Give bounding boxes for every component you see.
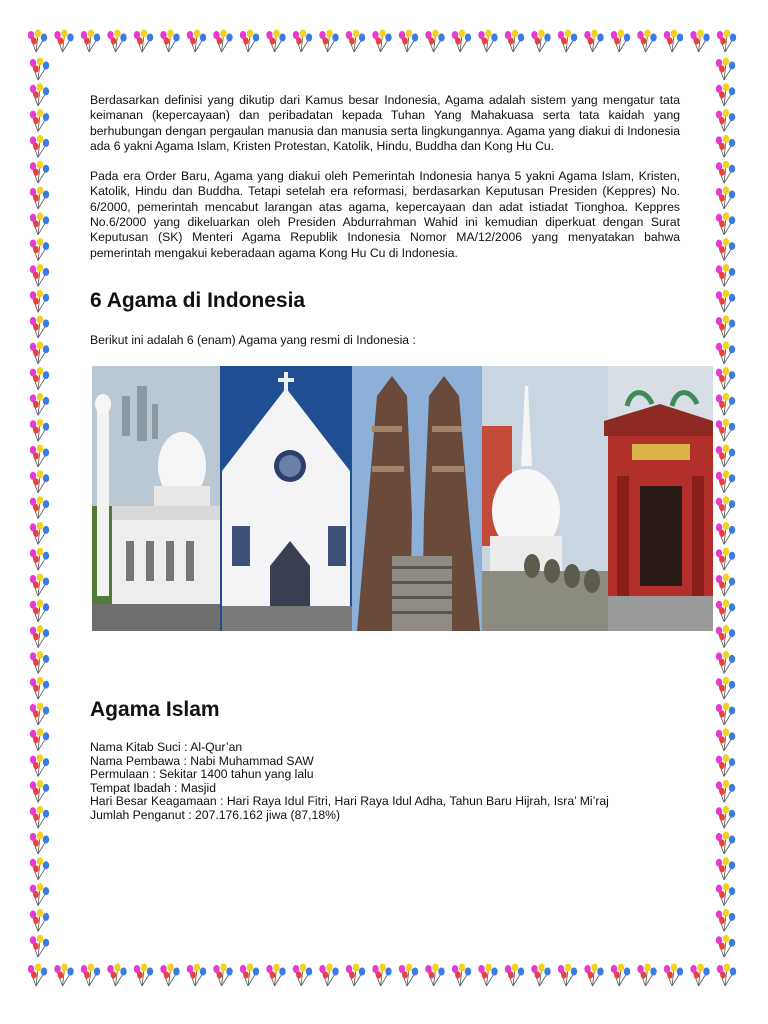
balloon-icon: [664, 30, 683, 53]
balloon-icon: [30, 238, 49, 261]
balloon-icon: [30, 806, 49, 829]
balloon-icon: [399, 964, 418, 987]
balloon-icon: [240, 30, 259, 53]
balloon-icon: [107, 964, 126, 987]
balloon-icon: [716, 780, 735, 803]
balloon-icon: [30, 83, 49, 106]
islam-tempat-ibadah: Tempat Ibadah : Masjid: [90, 780, 217, 795]
balloon-icon: [30, 367, 49, 390]
balloon-icon: [54, 964, 73, 987]
section-heading: 6 Agama di Indonesia: [90, 289, 306, 312]
balloon-icon: [30, 445, 49, 468]
balloon-icon: [187, 30, 206, 53]
balloon-icon: [30, 316, 49, 339]
stupa-icon: [482, 366, 608, 631]
balloon-icon: [30, 574, 49, 597]
balloon-icon: [716, 419, 735, 442]
balloon-border-bottom: [28, 960, 740, 990]
balloon-icon: [160, 964, 179, 987]
balloon-icon: [30, 58, 49, 81]
islam-heading: Agama Islam: [90, 698, 220, 721]
balloon-icon: [54, 30, 73, 53]
balloon-icon: [30, 470, 49, 493]
balloon-icon: [30, 290, 49, 313]
balloon-border-left: [26, 56, 56, 960]
balloon-icon: [134, 30, 153, 53]
balloon-icon: [558, 30, 577, 53]
paragraph-history: Pada era Order Baru, Agama yang diakui oleh Pemerintah Indonesia hanya 5 yakni Agama Islam, Kristen, Katolik, Hindu dan Buddha. Tetapi setelah era reformasi, berdasarkan Keputusan Presiden (Keppres) No. 6/2000, pemerintah mencabut larangan atas agama, kepercayaan dan adat istiadat Tionghoa. Keppres No.6/2000 yang dikeluarkan oleh Presiden Abdurrahman Wahid ini kemudian diperkuat dengan Surat Keputusan (SK) Menteri Agama Republik Indonesia Nomor MA/12/2006 yang menyatakan bahwa pemerintah mengakui keberadaan agama Kong Hu Cu di Indonesia.: [90, 169, 680, 260]
balloon-icon: [611, 964, 630, 987]
worship-places-collage: [92, 366, 713, 631]
balloon-icon: [452, 30, 471, 53]
balloon-icon: [293, 30, 312, 53]
balloon-icon: [716, 574, 735, 597]
balloon-icon: [690, 964, 709, 987]
balloon-icon: [319, 964, 338, 987]
balloon-icon: [134, 964, 153, 987]
balloon-icon: [716, 599, 735, 622]
balloon-icon: [716, 290, 735, 313]
balloon-icon: [716, 135, 735, 158]
balloon-icon: [531, 30, 550, 53]
balloon-icon: [690, 30, 709, 53]
balloon-icon: [399, 30, 418, 53]
islam-pembawa: Nama Pembawa : Nabi Muhammad SAW: [90, 753, 314, 768]
balloon-border-right: [712, 56, 742, 960]
balloon-icon: [30, 264, 49, 287]
balloon-icon: [30, 393, 49, 416]
balloon-icon: [637, 964, 656, 987]
balloon-icon: [346, 30, 365, 53]
balloon-icon: [30, 703, 49, 726]
balloon-icon: [584, 30, 603, 53]
balloon-icon: [28, 30, 47, 53]
balloon-icon: [716, 238, 735, 261]
balloon-icon: [611, 30, 630, 53]
balloon-icon: [293, 964, 312, 987]
balloon-icon: [30, 161, 49, 184]
balloon-icon: [505, 30, 524, 53]
balloon-icon: [30, 212, 49, 235]
intro-text: Berikut ini adalah 6 (enam) Agama yang resmi di Indonesia :: [90, 333, 416, 347]
balloon-icon: [584, 964, 603, 987]
balloon-icon: [716, 393, 735, 416]
balloon-icon: [716, 651, 735, 674]
balloon-icon: [266, 964, 285, 987]
balloon-icon: [716, 703, 735, 726]
balloon-icon: [30, 522, 49, 545]
balloon-icon: [637, 30, 656, 53]
balloon-icon: [717, 30, 736, 53]
balloon-icon: [213, 964, 232, 987]
document-content: [90, 93, 680, 822]
church-icon: [220, 366, 352, 631]
balloon-icon: [716, 470, 735, 493]
balloon-icon: [716, 806, 735, 829]
balloon-icon: [716, 625, 735, 648]
balloon-icon: [30, 419, 49, 442]
balloon-icon: [716, 341, 735, 364]
islam-kitab: Nama Kitab Suci : Al-Qur’an: [90, 740, 243, 754]
hindu-temple-gate-icon: [352, 366, 482, 631]
balloon-icon: [30, 832, 49, 855]
balloon-icon: [716, 909, 735, 932]
balloon-border-top: [28, 26, 740, 56]
balloon-icon: [716, 548, 735, 571]
balloon-icon: [716, 522, 735, 545]
balloon-icon: [30, 341, 49, 364]
balloon-icon: [30, 109, 49, 132]
balloon-icon: [30, 625, 49, 648]
balloon-icon: [716, 212, 735, 235]
balloon-icon: [716, 445, 735, 468]
islam-permulaan: Permulaan : Sekitar 1400 tahun yang lalu: [90, 767, 314, 781]
balloon-icon: [30, 883, 49, 906]
balloon-icon: [716, 883, 735, 906]
paragraph-definition: Berdasarkan definisi yang dikutip dari Kamus besar Indonesia, Agama adalah sistem yang mengatur tata keimanan (kepercayaan) dan peribadatan kepada Tuhan Yang Mahakuasa serta tata kaidah yang berhubungan dengan pergaulan manusia dan manusia serta lingkungannya. Agama yang diakui di Indonesia ada 6 yakni Agama Islam, Kristen Protestan, Katolik, Hindu, Buddha dan Kong Hu Cu.: [90, 93, 680, 153]
balloon-icon: [716, 935, 735, 958]
mosque-icon: [92, 366, 220, 631]
balloon-icon: [28, 964, 47, 987]
balloon-icon: [107, 30, 126, 53]
balloon-icon: [30, 651, 49, 674]
balloon-icon: [30, 728, 49, 751]
balloon-icon: [266, 30, 285, 53]
balloon-icon: [716, 316, 735, 339]
balloon-icon: [372, 964, 391, 987]
balloon-icon: [30, 780, 49, 803]
balloon-icon: [425, 30, 444, 53]
balloon-icon: [319, 30, 338, 53]
balloon-icon: [30, 754, 49, 777]
balloon-icon: [452, 964, 471, 987]
islam-details: [90, 741, 609, 822]
balloon-icon: [664, 964, 683, 987]
balloon-icon: [30, 677, 49, 700]
balloon-icon: [240, 964, 259, 987]
balloon-icon: [30, 599, 49, 622]
chinese-temple-icon: [604, 366, 713, 631]
balloon-icon: [716, 367, 735, 390]
balloon-icon: [531, 964, 550, 987]
balloon-icon: [505, 964, 524, 987]
balloon-icon: [478, 964, 497, 987]
balloon-icon: [716, 161, 735, 184]
balloon-icon: [716, 109, 735, 132]
balloon-icon: [30, 857, 49, 880]
balloon-icon: [716, 857, 735, 880]
islam-hari-besar: Hari Besar Keagamaan : Hari Raya Idul Fitri, Hari Raya Idul Adha, Tahun Baru Hijrah, Isra’ Mi’raj: [90, 794, 609, 808]
balloon-icon: [425, 964, 444, 987]
balloon-icon: [160, 30, 179, 53]
balloon-icon: [30, 548, 49, 571]
balloon-icon: [30, 935, 49, 958]
balloon-icon: [30, 909, 49, 932]
balloon-icon: [213, 30, 232, 53]
balloon-icon: [478, 30, 497, 53]
balloon-icon: [187, 964, 206, 987]
balloon-icon: [372, 30, 391, 53]
balloon-icon: [30, 187, 49, 210]
balloon-icon: [81, 964, 100, 987]
balloon-icon: [346, 964, 365, 987]
balloon-icon: [30, 135, 49, 158]
balloon-icon: [716, 83, 735, 106]
balloon-icon: [716, 496, 735, 518]
balloon-icon: [717, 964, 736, 987]
balloon-icon: [716, 677, 735, 700]
balloon-icon: [716, 58, 735, 81]
balloon-icon: [716, 264, 735, 287]
balloon-icon: [558, 964, 577, 987]
balloon-icon: [716, 832, 735, 855]
balloon-icon: [30, 496, 49, 518]
balloon-icon: [81, 30, 100, 53]
balloon-icon: [716, 728, 735, 751]
islam-penganut: Jumlah Penganut : 207.176.162 jiwa (87,18%): [90, 807, 341, 822]
balloon-icon: [716, 754, 735, 777]
balloon-icon: [716, 187, 735, 210]
